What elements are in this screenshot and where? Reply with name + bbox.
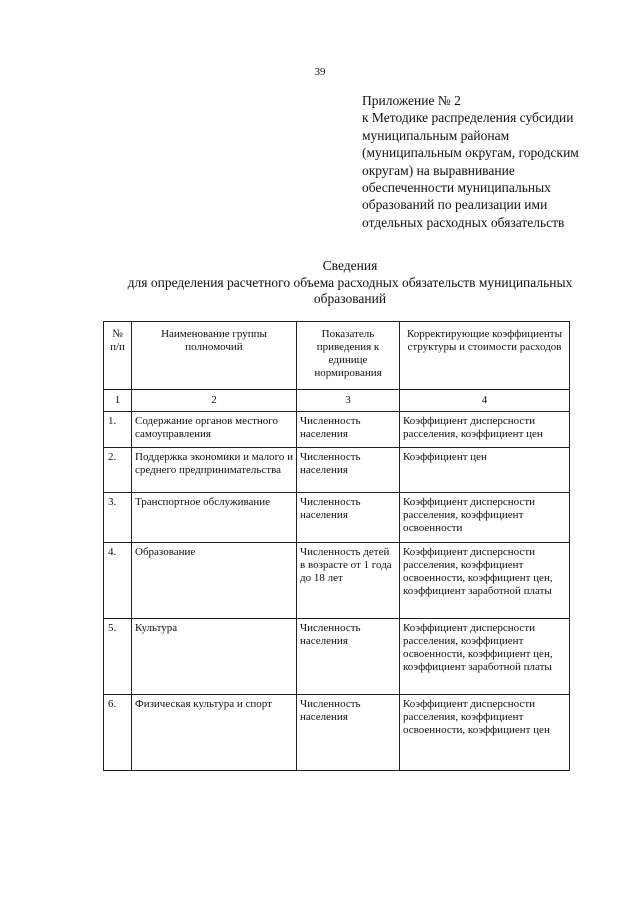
page-number: 39 (314, 66, 326, 78)
row-number: 4. (104, 543, 132, 619)
row-indicator: Численность населения (297, 493, 400, 543)
appendix-line: отдельных расходных обязательств (362, 214, 565, 230)
appendix-line: обеспеченности муниципальных (362, 180, 551, 196)
appendix-line: образований по реализации ими (362, 197, 548, 213)
appendix-line: Приложение № 2 (362, 93, 461, 108)
row-coefficients: Коэффициент дисперсности расселения, коэффициент освоенности, коэффициент цен (400, 695, 570, 771)
title-line-2: для определения расчетного объема расходных обязательств муниципальных (127, 274, 573, 290)
row-number: 1. (104, 412, 132, 448)
column-number: 1 (104, 390, 132, 412)
coefficients-table (103, 321, 570, 771)
column-number: 4 (400, 390, 570, 412)
table-row (104, 619, 570, 695)
title-line-3: образований (313, 291, 387, 306)
table-row (104, 493, 570, 543)
appendix-line: к Методике распределения субсидии (362, 110, 574, 126)
table-row (104, 448, 570, 493)
column-number: 2 (132, 390, 297, 412)
row-number: 6. (104, 695, 132, 771)
row-indicator: Численность населения (297, 619, 400, 695)
table-row (104, 695, 570, 771)
row-coefficients: Коэффициент дисперсности расселения, коэффициент освоенности (400, 493, 570, 543)
row-group: Поддержка экономики и малого и среднего предпринимательства (132, 448, 297, 493)
column-number-row (104, 390, 570, 412)
appendix-line: округам) на выравнивание (362, 162, 515, 178)
row-coefficients: Коэффициент дисперсности расселения, коэффициент цен (400, 412, 570, 448)
row-number: 3. (104, 493, 132, 543)
row-coefficients: Коэффициент дисперсности расселения, коэффициент освоенности, коэффициент цен, коэффициент заработной платы (400, 543, 570, 619)
appendix-line: (муниципальным округам, городским (362, 145, 579, 161)
row-group: Содержание органов местного самоуправления (132, 412, 297, 448)
header-indicator: Показатель приведения к единице нормирования (297, 322, 400, 390)
title-line-1: Сведения (322, 258, 378, 273)
row-indicator: Численность детей в возрасте от 1 года до 18 лет (297, 543, 400, 619)
table-row (104, 543, 570, 619)
header-number: № п/п (104, 322, 132, 390)
row-number: 5. (104, 619, 132, 695)
row-group: Образование (132, 543, 297, 619)
table-row (104, 412, 570, 448)
column-number: 3 (297, 390, 400, 412)
row-indicator: Численность населения (297, 448, 400, 493)
header-group: Наименование группы полномочий (132, 322, 297, 390)
row-number: 2. (104, 448, 132, 493)
row-group: Транспортное обслуживание (132, 493, 297, 543)
row-indicator: Численность населения (297, 695, 400, 771)
document-title (70, 258, 630, 308)
row-group: Физическая культура и спорт (132, 695, 297, 771)
header-coefficients: Корректирующие коэффициенты структуры и стоимости расходов (400, 322, 570, 390)
row-group: Культура (132, 619, 297, 695)
row-coefficients: Коэффициент дисперсности расселения, коэффициент освоенности, коэффициент цен, коэффициент заработной платы (400, 619, 570, 695)
row-indicator: Численность населения (297, 412, 400, 448)
appendix-heading (362, 92, 624, 231)
table-header-row (104, 322, 570, 390)
appendix-line: муниципальным районам (362, 127, 510, 143)
row-coefficients: Коэффициент цен (400, 448, 570, 493)
